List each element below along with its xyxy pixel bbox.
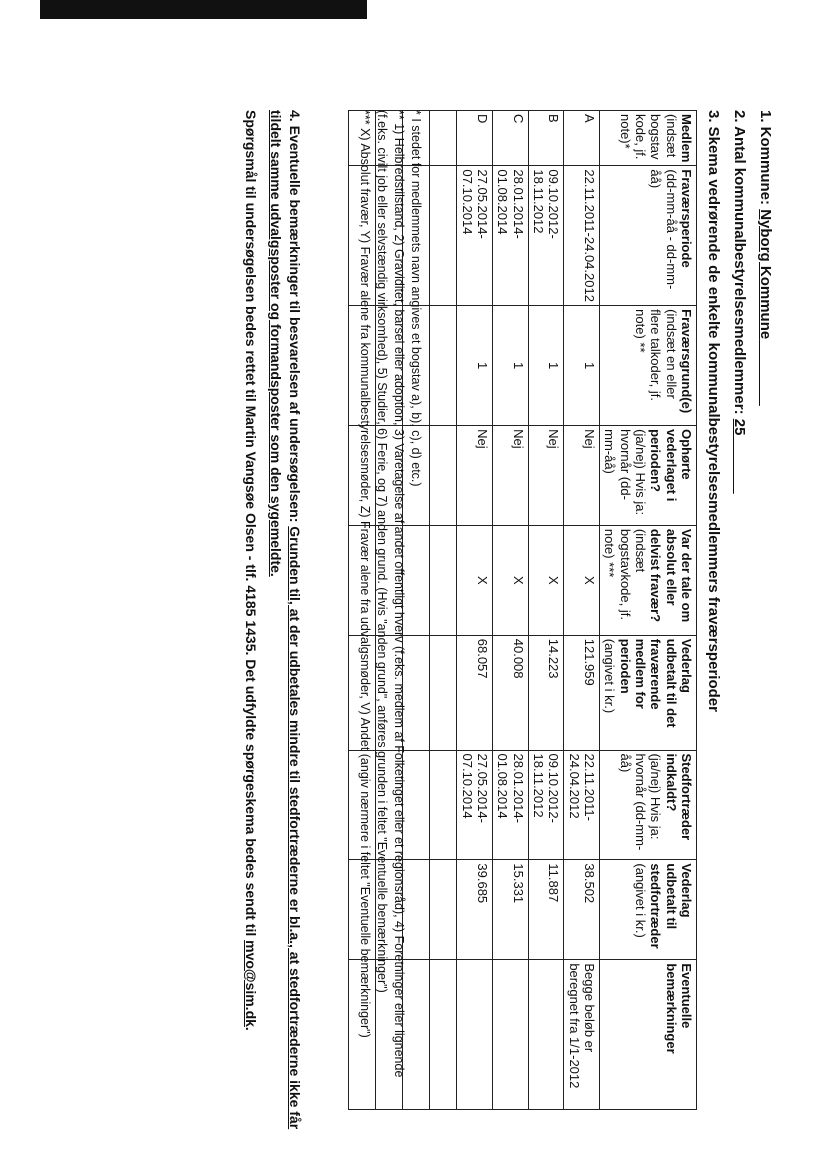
col-header-fravaer: Var der tale om absolut eller delvist fravær? (indsæt bogstavkode, jf. note) *** <box>600 525 697 635</box>
cell-grund: 1 <box>493 306 529 426</box>
cell-stedfortraeder: 22.11.2011-24.04.2012 <box>564 750 600 860</box>
cell-fravaer: X <box>528 525 564 635</box>
cell-ophoerte: Nej <box>564 426 600 526</box>
cell-ophoerte: Nej <box>493 426 529 526</box>
cell-fravaer: X <box>493 525 529 635</box>
cell-stedfortraeder: 09.10.2012-18.11.2012 <box>528 750 564 860</box>
rotated-page-content <box>114 110 774 1150</box>
col-header-periode: Fraværsperiode (dd-mm-åå - dd-mm-åå) <box>600 166 697 306</box>
col-header-stedfortraeder: Stedfortræder indkaldt? (ja/nej) Hvis ja: hvornår (dd-mm-åå) <box>600 750 697 860</box>
table-row <box>564 111 600 1110</box>
table-row <box>528 111 564 1110</box>
section-4-label: 4. Eventuelle bemærkninger til besvarelsen af undersøgelsen: <box>287 110 303 523</box>
cell-vederlag: 68.057 <box>457 635 493 750</box>
contact-text: Spørgsmål til undersøgelsen bedes rettet til Martin Vangsøe Olsen - tlf. 4185 1435. Det udfyldte spørgeskema bedes sendt til <box>243 110 259 937</box>
col-header-grund: Fraværsgrund(e) (indsæt en eller flere talkoder, jf. note) ** <box>600 306 697 426</box>
contact-end: . <box>243 1026 259 1031</box>
cell-fravaer: X <box>457 525 493 635</box>
antal-underline <box>731 435 748 493</box>
cell-grund: 1 <box>528 306 564 426</box>
footnote-member: * I stedet for medlemmets navn angives et bogstav a), b), c), d) etc.) <box>409 110 423 487</box>
redaction-bar <box>40 0 367 19</box>
cell-vederlag: 40.008 <box>493 635 529 750</box>
col-header-ophoerte: Ophørte vederlaget i perioden? (ja/nej) Hvis ja: hvornår (dd-mm-åå) <box>600 426 697 526</box>
cell-medlem: B <box>528 111 564 166</box>
cell-bemaerk <box>528 960 564 1110</box>
cell-vederlag-sted: 11.887 <box>528 860 564 960</box>
cell-stedfortraeder: 28.01.2014-01.08.2014 <box>493 750 529 860</box>
antal-label: 2. Antal kommunalbestyrelsesmedlemmer: <box>731 110 748 415</box>
section-4-text: Grunden til, at der udbetales mindre til stedfortræderne er bl.a., at stedfortræderne ikke får tildelt samme udvalgsposter og formandsposter som den sygemeldte. <box>268 110 303 1130</box>
cell-periode: 09.10.2012-18.11.2012 <box>528 166 564 306</box>
cell-medlem: A <box>564 111 600 166</box>
col-header-bemaerk: Eventuelle bemærkninger <box>600 960 697 1110</box>
footnote-reasons: ** 1) Helbredstilstand, 2) Graviditet, barsel eller adoption, 3) Varetagelse af andet offentligt hverv (f.eks. medlem af Folketinget eller et regionsråd), 4) Foretninger eller lignende (f.eks. civilt job eller selvstændig virksomhed), 5) Studier, 6) Ferie, og 7) anden grund. (Hvis "anden grund", anføres grunden i feltet "Eventuelle bemærkninger") <box>375 110 407 1078</box>
cell-fravaer: X <box>564 525 600 635</box>
col-header-vederlag-sted: Vederlag udbetalt til stedfortræder (angivet i kr.) <box>600 860 697 960</box>
kommune-value: Nyborg Kommune <box>757 209 774 340</box>
contact-email-link[interactable]: mvo@sim.dk <box>243 940 259 1027</box>
footnote-absence-type: *** X) Absolut fravær, Y) Fravær alene fra kommunalbestyrelsesmøder, Z) Fravær alene fra udvalgsmøder, V) Andet (angiv nærmere i feltet "Eventuelle bemærkninger") <box>358 110 373 1038</box>
cell-medlem: D <box>457 111 493 166</box>
cell-vederlag-sted: 38.502 <box>564 860 600 960</box>
cell-periode: 27.05.2014-07.10.2014 <box>457 166 493 306</box>
table-row <box>493 111 529 1110</box>
kommune-line <box>757 110 774 406</box>
table-header-row <box>600 111 697 1110</box>
antal-line <box>731 110 748 494</box>
kommune-label: 1. Kommune: <box>757 110 774 206</box>
cell-bemaerk: Begge beløb er beregnet fra 1/1-2012 <box>564 960 600 1110</box>
cell-medlem: C <box>493 111 529 166</box>
skema-title: 3. Skema vedrørende de enkelte kommunalbestyrelsesmedlemmers fraværsperioder <box>705 110 722 712</box>
empty-table-row <box>430 111 457 1110</box>
cell-vederlag-sted: 39.685 <box>457 860 493 960</box>
contact-line <box>243 110 259 1130</box>
cell-stedfortraeder: 27.05.2014-07.10.2014 <box>457 750 493 860</box>
cell-vederlag: 14.223 <box>528 635 564 750</box>
cell-ophoerte: Nej <box>528 426 564 526</box>
col-header-vederlag: Vederlag udbetalt til det fraværende medlem for perioden (angivet i kr.) <box>600 635 697 750</box>
cell-ophoerte: Nej <box>457 426 493 526</box>
antal-value: 25 <box>731 418 748 436</box>
footnotes <box>357 110 425 1110</box>
cell-vederlag: 121.959 <box>564 635 600 750</box>
cell-grund: 1 <box>457 306 493 426</box>
section-4 <box>266 110 304 1130</box>
cell-bemaerk <box>457 960 493 1110</box>
cell-periode: 28.01.2014-01.08.2014 <box>493 166 529 306</box>
kommune-underline <box>757 339 774 406</box>
cell-periode: 22.11.2011-24.04.2012 <box>564 166 600 306</box>
col-header-medlem: Medlem (indsæt bogstav kode, jf. note)* <box>600 111 697 166</box>
cell-vederlag-sted: 15.331 <box>493 860 529 960</box>
table-row <box>457 111 493 1110</box>
cell-grund: 1 <box>564 306 600 426</box>
cell-bemaerk <box>493 960 529 1110</box>
